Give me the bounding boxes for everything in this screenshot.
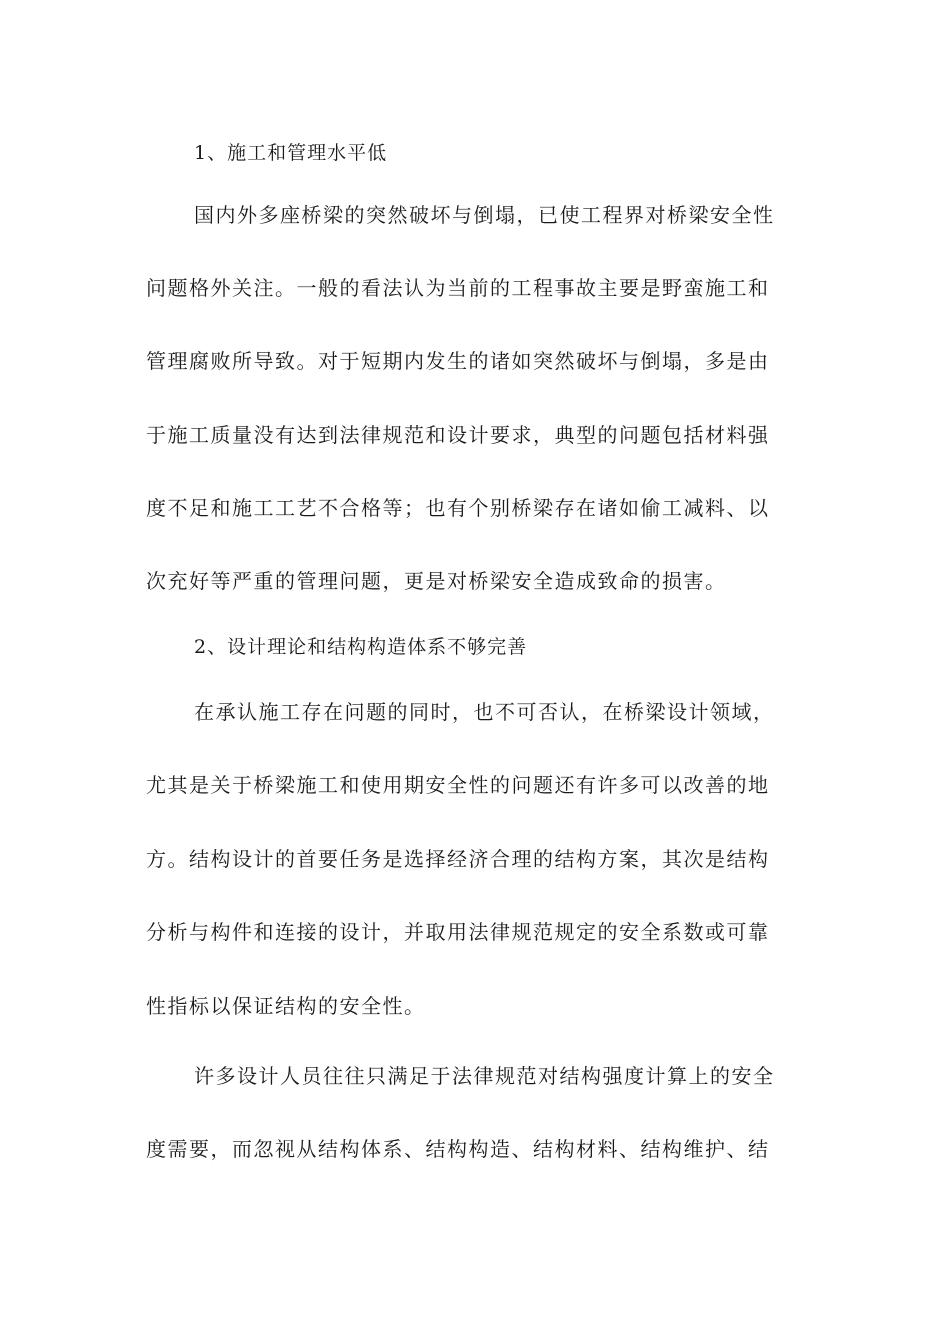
section-heading: 1、施工和管理水平低 [194,142,388,164]
paragraph-line: 尤其是关于桥梁施工和使用期安全性的问题还有许多可以改善的地 [146,773,770,797]
section-heading: 2、设计理论和结构构造体系不够完善 [194,636,528,658]
paragraph-line: 于施工质量没有达到法律规范和设计要求，典型的问题包括材料强 [146,423,770,447]
paragraph-line: 许多设计人员往往只满足于法律规范对结构强度计算上的安全 [194,1064,775,1088]
paragraph-line: 在承认施工存在问题的同时，也不可否认，在桥梁设计领域， [194,700,775,724]
paragraph-line: 次充好等严重的管理问题，更是对桥梁安全造成致命的损害。 [146,569,727,593]
paragraph-line: 管理腐败所导致。对于短期内发生的诸如突然破坏与倒塌，多是由 [146,349,770,373]
paragraph-line: 度需要，而忽视从结构体系、结构构造、结构材料、结构维护、结 [146,1137,770,1161]
paragraph-line: 分析与构件和连接的设计，并取用法律规范规定的安全系数或可靠 [146,920,770,944]
paragraph-line: 方。结构设计的首要任务是选择经济合理的结构方案，其次是结构 [146,847,770,871]
paragraph-line: 性指标以保证结构的安全性。 [146,994,426,1018]
paragraph-line: 度不足和施工工艺不合格等；也有个别桥梁存在诸如偷工减料、以 [146,496,770,520]
paragraph-line: 问题格外关注。一般的看法认为当前的工程事故主要是野蛮施工和 [146,276,770,300]
paragraph-line: 国内外多座桥梁的突然破坏与倒塌，已使工程界对桥梁安全性 [194,203,775,227]
